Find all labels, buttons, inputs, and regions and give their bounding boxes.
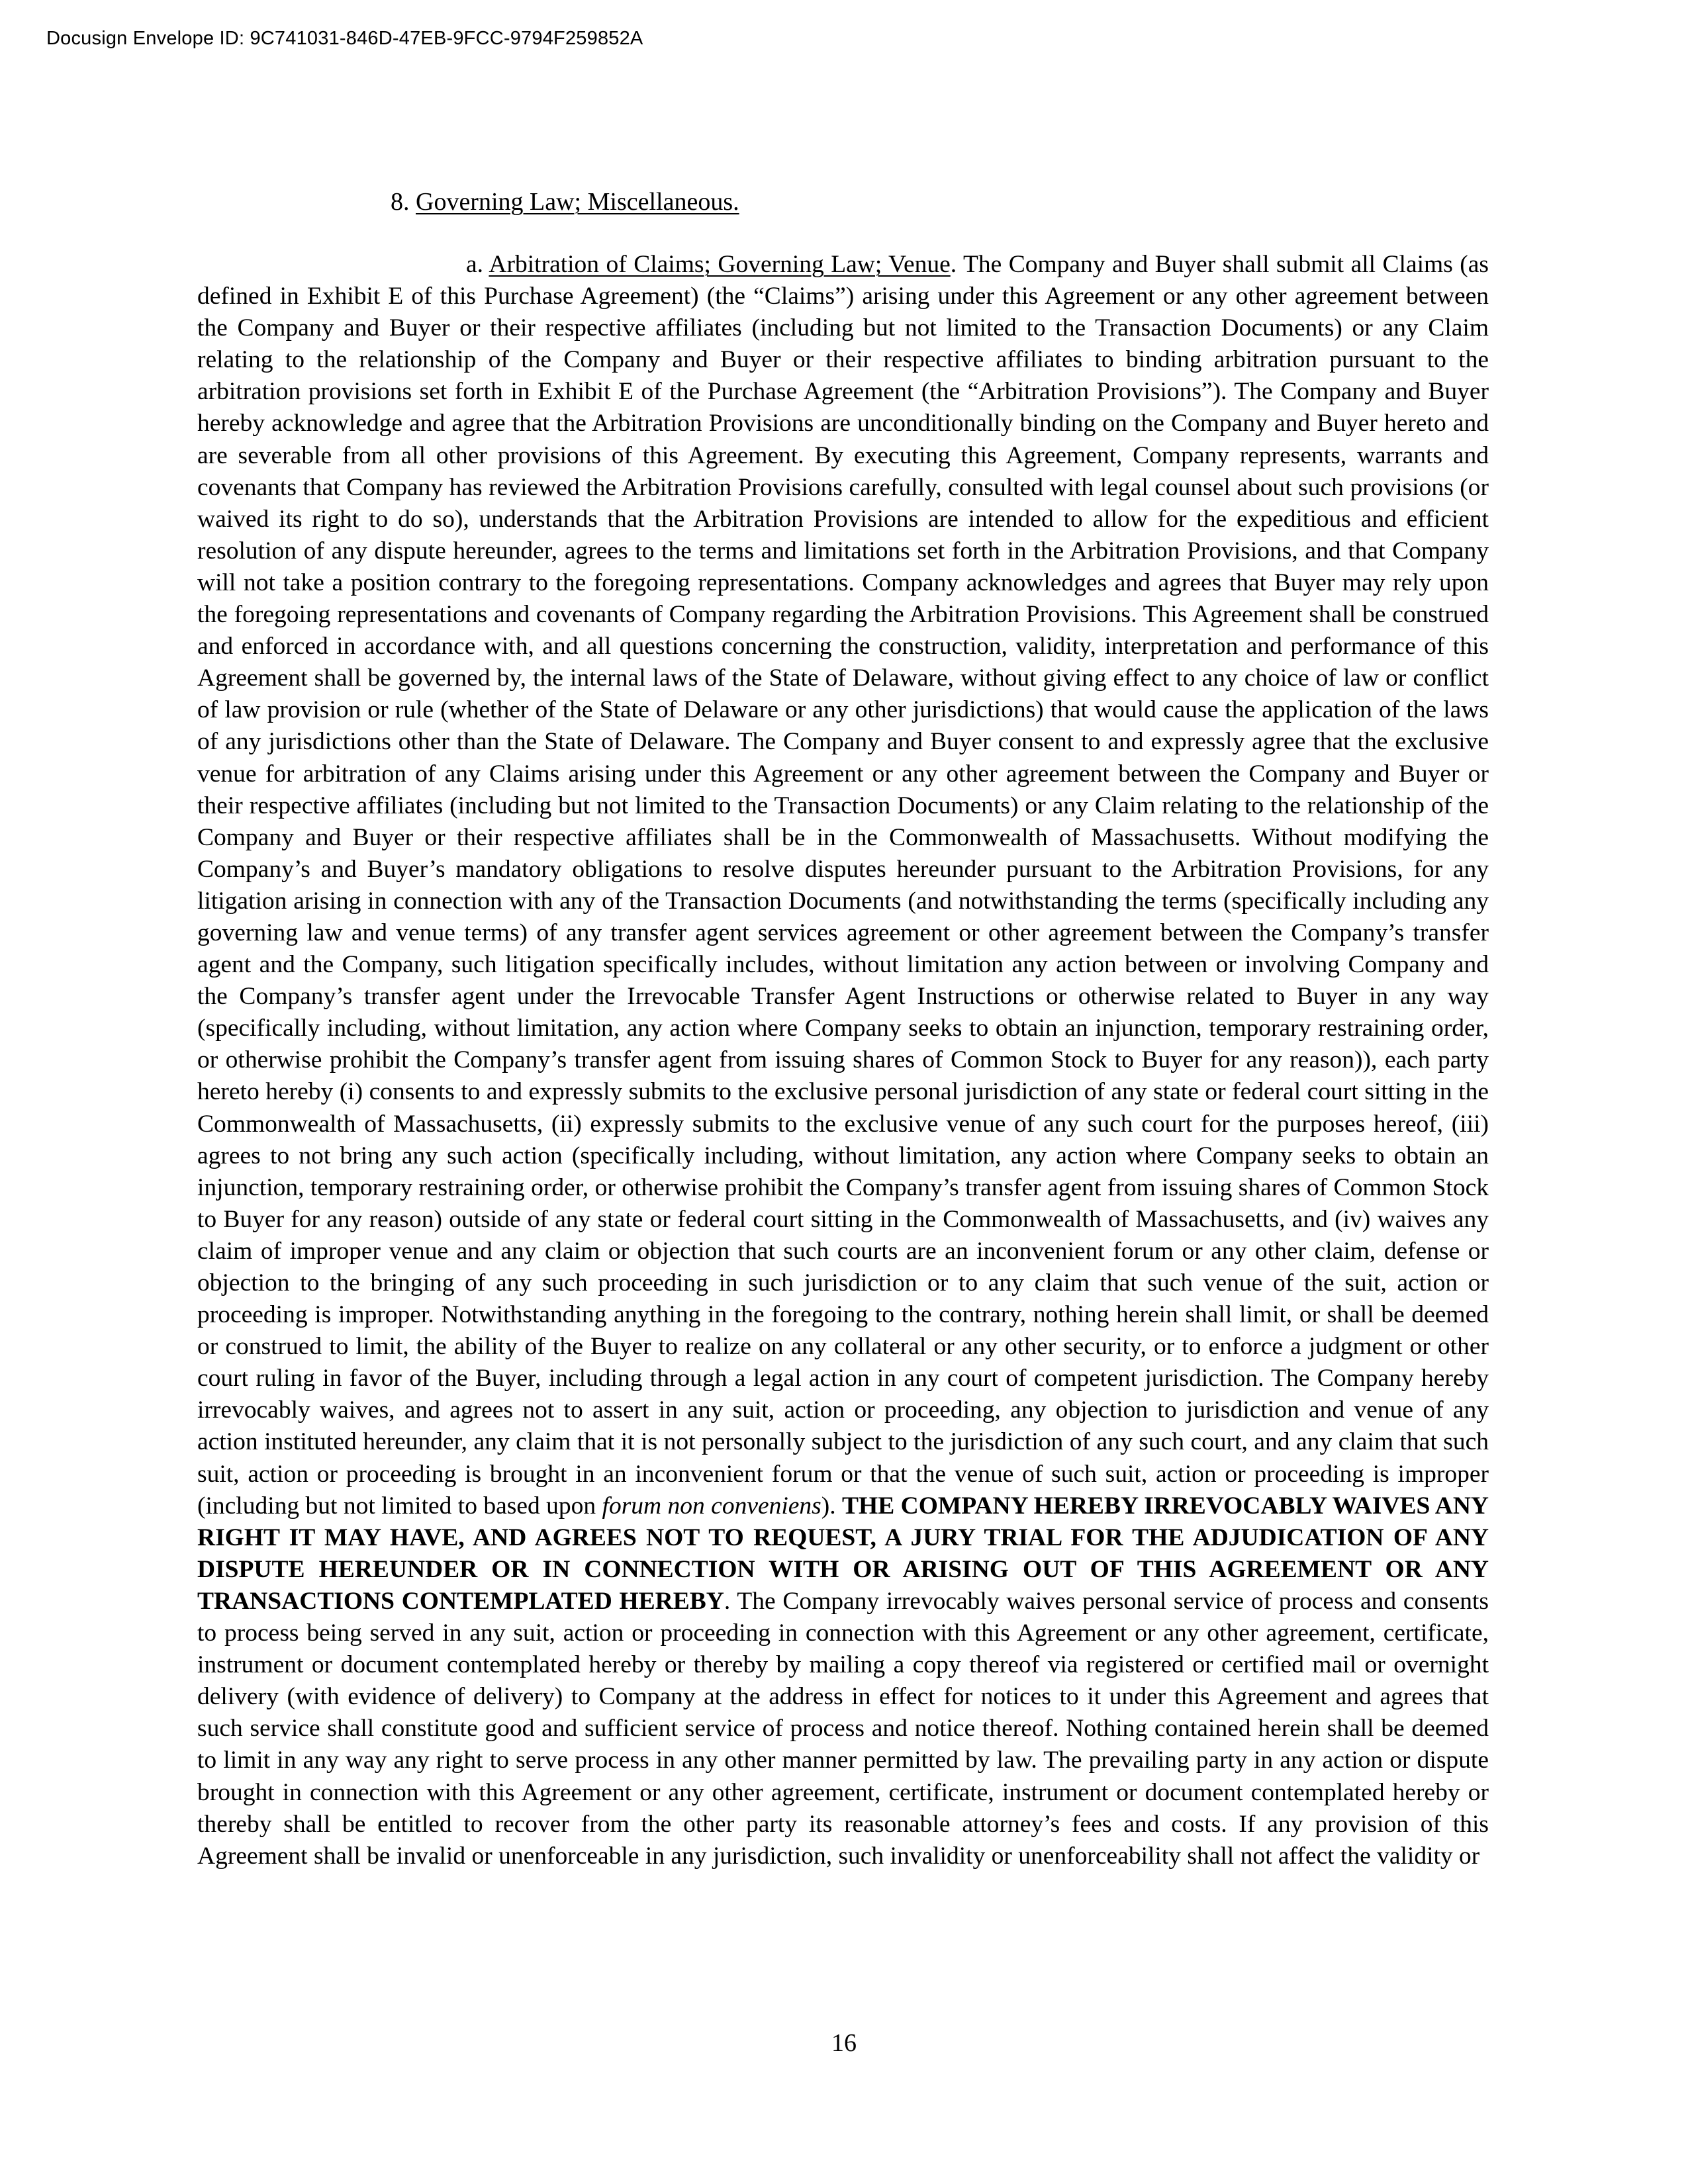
section-heading [391, 187, 739, 216]
subsection-title: Arbitration of Claims; Governing Law; Venue [489, 251, 951, 278]
paragraph-text-part-2: ). [821, 1492, 843, 1520]
docusign-envelope-id: Docusign Envelope ID: 9C741031-846D-47EB-9FCC-9794F259852A [46, 28, 643, 49]
section-number: 8. [391, 188, 416, 216]
subsection-marker: a. [466, 251, 489, 278]
jury-waiver-bold-text: THE COMPANY HEREBY IRREVOCABLY WAIVES ANY RIGHT IT MAY HAVE, AND AGREES NOT TO REQUEST, A JURY TRIAL FOR THE ADJUDICATION OF ANY DISPUTE HEREUNDER OR IN CONNECTION WITH OR ARISING OUT OF THIS AGREEMENT OR ANY TRANSACTIONS CONTEMPLATED HEREBY [197, 1492, 1489, 1615]
paragraph-text-part-1: . The Company and Buyer shall submit all Claims (as defined in Exhibit E of this Purchase Agreement) (the “Claims”) arising under this Agreement or any other agreement between the Company and Buyer or their respective affiliates (including but not limited to the Transaction Documents) or any Claim relating to the relationship of the Company and Buyer or their respective affiliates to binding arbitration pursuant to the arbitration provisions set forth in Exhibit E of the Purchase Agreement (the “Arbitration Provisions”). The Company and Buyer hereby acknowledge and agree that the Arbitration Provisions are unconditionally binding on the Company and Buyer hereto and are severable from all other provisions of this Agreement. By executing this Agreement, Company represents, warrants and covenants that Company has reviewed the Arbitration Provisions carefully, consulted with legal counsel about such provisions (or waived its right to do so), understands that the Arbitration Provisions are intended to allow for the expeditious and efficient resolution of any dispute hereunder, agrees to the terms and limitations set forth in the Arbitration Provisions, and that Company will not take a position contrary to the foregoing representations. Company acknowledges and agrees that Buyer may rely upon the foregoing representations and covenants of Company regarding the Arbitration Provisions. This Agreement shall be construed and enforced in accordance with, and all questions concerning the construction, validity, interpretation and performance of this Agreement shall be governed by, the internal laws of the State of Delaware, without giving effect to any choice of law or conflict of law provision or rule (whether of the State of Delaware or any other jurisdictions) that would cause the application of the laws of any jurisdictions other than the State of Delaware. The Company and Buyer consent to and expressly agree that the exclusive venue for arbitration of any Claims arising under this Agreement or any other agreement between the Company and Buyer or their respective affiliates (including but not limited to the Transaction Documents) or any Claim relating to the relationship of the Company and Buyer or their respective affiliates shall be in the Commonwealth of Massachusetts. Without modifying the Company’s and Buyer’s mandatory obligations to resolve disputes hereunder pursuant to the Arbitration Provisions, for any litigation arising in connection with any of the Transaction Documents (and notwithstanding the terms (specifically including any governing law and venue terms) of any transfer agent services agreement or other agreement between the Company’s transfer agent and the Company, such litigation specifically includes, without limitation any action between or involving Company and the Company’s transfer agent under the Irrevocable Transfer Agent Instructions or otherwise related to Buyer in any way (specifically including, without limitation, any action where Company seeks to obtain an injunction, temporary restraining order, or otherwise prohibit the Company’s transfer agent from issuing shares of Common Stock to Buyer for any reason)), each party hereto hereby (i) consents to and expressly submits to the exclusive personal jurisdiction of any state or federal court sitting in the Commonwealth of Massachusetts, (ii) expressly submits to the exclusive venue of any such court for the purposes hereof, (iii) agrees to not bring any such action (specifically including, without limitation, any action where Company seeks to obtain an injunction, temporary restraining order, or otherwise prohibit the Company’s transfer agent from issuing shares of Common Stock to Buyer for any reason) outside of any state or federal court sitting in the Commonwealth of Massachusetts, and (iv) waives any claim of improper venue and any claim or objection that such courts are an inconvenient forum or any other claim, defense or objection to the bringing of any such proceeding in such jurisdiction or to any claim that such venue of the suit, action or proceeding is improper. Notwithstanding anything in the foregoing to the contrary, nothing herein shall limit, or shall be deemed or construed to limit, the ability of the Buyer to realize on any collateral or any other security, or to enforce a judgment or other court ruling in favor of the Buyer, including through a legal action in any court of competent jurisdiction. The Company hereby irrevocably waives, and agrees not to assert in any suit, action or proceeding, any objection to jurisdiction and venue of any action instituted hereunder, any claim that it is not personally subject to the jurisdiction of any such court, and any claim that such suit, action or proceeding is brought in an inconvenient forum or that the venue of such suit, action or proceeding is improper (including but not limited to based upon [197, 251, 1489, 1520]
italic-phrase: forum non conveniens [602, 1492, 821, 1520]
section-title: Governing Law; Miscellaneous. [416, 188, 739, 216]
page-number: 16 [831, 2029, 857, 2057]
subsection-paragraph [197, 249, 1489, 1872]
paragraph-text-part-3: . The Company irrevocably waives personal service of process and consents to process being served in any suit, action or proceeding in connection with this Agreement or any other agreement, certificate, instrument or document contemplated hereby or thereby by mailing a copy thereof via registered or certified mail or overnight delivery (with evidence of delivery) to Company at the address in effect for notices to it under this Agreement and agrees that such service shall constitute good and sufficient service of process and notice thereof. Nothing contained herein shall be deemed to limit in any way any right to serve process in any other manner permitted by law. The prevailing party in any action or dispute brought in connection with this Agreement or any other agreement, certificate, instrument or document contemplated hereby or thereby shall be entitled to recover from the other party its reasonable attorney’s fees and costs. If any provision of this Agreement shall be invalid or unenforceable in any jurisdiction, such invalidity or unenforceability shall not affect the validity or [197, 1587, 1489, 1870]
